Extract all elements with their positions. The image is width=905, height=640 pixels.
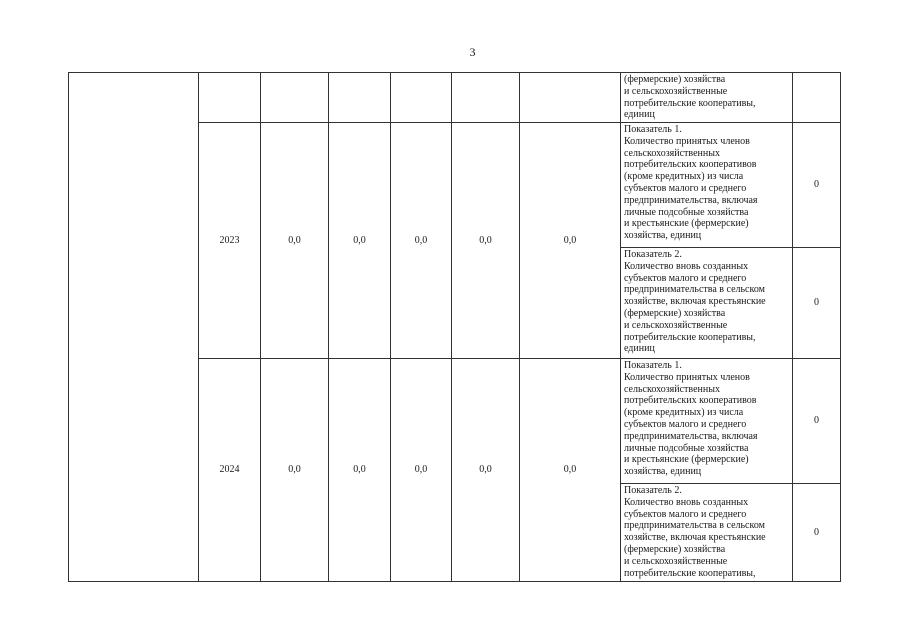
indicator-line: (кроме кредитных) из числа	[624, 407, 744, 419]
empty-year-cell	[199, 73, 261, 123]
indicator-description	[621, 73, 793, 123]
measure-name-cell	[69, 73, 199, 123]
empty-value-cell	[329, 73, 391, 123]
indicator-line: хозяйстве, включая крестьянские	[624, 532, 766, 544]
indicator-line: (фермерские) хозяйства	[624, 543, 726, 555]
measure-name-cell	[69, 359, 199, 484]
indicator-line: сельскохозяйственных	[624, 383, 720, 395]
indicator-line: и сельскохозяйственные	[624, 555, 728, 567]
indicator-line: Количество вновь созданных	[624, 496, 749, 508]
empty-indicator-value-cell	[793, 73, 841, 123]
indicator-line: Показатель 1.	[624, 124, 682, 135]
indicator-line: предпринимательства в сельском	[624, 520, 765, 532]
value-cell: 0,0	[452, 123, 520, 359]
measure-name-cell	[69, 248, 199, 359]
value-cell: 0,0	[261, 359, 329, 582]
indicator-line: потребительских кооперативов	[624, 159, 757, 171]
indicator-line: субъектов малого и среднего	[624, 508, 747, 520]
indicator-value-cell: 0	[793, 248, 841, 359]
value-cell: 0,0	[520, 359, 621, 582]
indicator-line: потребительские кооперативы,	[624, 97, 756, 109]
indicator-line: хозяйстве, включая крестьянские	[624, 296, 766, 308]
indicator-line: Показатель 1.	[624, 360, 682, 371]
measure-name-cell	[69, 484, 199, 582]
indicator-line: (кроме кредитных) из числа	[624, 171, 744, 183]
indicator-line: единиц	[624, 109, 655, 121]
indicator-value-cell: 0	[793, 359, 841, 484]
indicator-line: хозяйства, единиц	[624, 230, 702, 242]
indicator-line: субъектов малого и среднего	[624, 182, 747, 194]
indicator-value-cell: 0	[793, 123, 841, 248]
indicator-description	[621, 359, 793, 484]
indicator-description	[621, 248, 793, 359]
year-cell: 2024	[199, 359, 261, 582]
indicator-line: личные подсобные хозяйства	[624, 206, 749, 218]
indicator-line: сельскохозяйственных	[624, 147, 720, 159]
year-cell: 2023	[199, 123, 261, 359]
indicator-line: (фермерские) хозяйства	[624, 307, 726, 319]
year-row-2024-indicator-1	[69, 359, 841, 484]
value-cell: 0,0	[261, 123, 329, 359]
empty-value-cell	[391, 73, 452, 123]
indicator-line: потребительские кооперативы,	[624, 331, 756, 343]
indicator-description	[621, 484, 793, 582]
continuation-row	[69, 73, 841, 123]
indicator-line: предпринимательства, включая	[624, 430, 758, 442]
value-cell: 0,0	[520, 123, 621, 359]
indicator-line: предпринимательства в сельском	[624, 284, 765, 296]
indicator-line: Количество вновь созданных	[624, 260, 749, 272]
indicator-line: Показатель 2.	[624, 485, 682, 496]
empty-value-cell	[261, 73, 329, 123]
measure-name-cell	[69, 123, 199, 248]
indicator-line: единиц	[624, 343, 655, 355]
year-row-2023-indicator-1	[69, 123, 841, 248]
value-cell: 0,0	[391, 123, 452, 359]
indicators-table	[68, 72, 841, 582]
indicator-line: хозяйства, единиц	[624, 466, 702, 478]
indicator-value-cell: 0	[793, 484, 841, 582]
indicator-line: и сельскохозяйственные	[624, 85, 728, 97]
indicator-line: Показатель 2.	[624, 249, 682, 260]
indicator-line: Количество принятых членов	[624, 135, 750, 147]
value-cell: 0,0	[391, 359, 452, 582]
indicator-line: и сельскохозяйственные	[624, 319, 728, 331]
indicator-line: потребительских кооперативов	[624, 395, 757, 407]
empty-value-cell	[520, 73, 621, 123]
indicator-line: Количество принятых членов	[624, 371, 750, 383]
indicator-line: предпринимательства, включая	[624, 194, 758, 206]
indicator-line: личные подсобные хозяйства	[624, 442, 749, 454]
value-cell: 0,0	[329, 123, 391, 359]
empty-value-cell	[452, 73, 520, 123]
indicator-line: и крестьянские (фермерские)	[624, 218, 749, 230]
indicator-description	[621, 123, 793, 248]
indicator-line: потребительские кооперативы,	[624, 567, 756, 579]
indicator-line: (фермерские) хозяйства	[624, 74, 726, 85]
indicator-line: и крестьянские (фермерские)	[624, 454, 749, 466]
indicator-line: субъектов малого и среднего	[624, 272, 747, 284]
page-number: 3	[469, 45, 476, 59]
value-cell: 0,0	[452, 359, 520, 582]
indicator-line: субъектов малого и среднего	[624, 418, 747, 430]
value-cell: 0,0	[329, 359, 391, 582]
